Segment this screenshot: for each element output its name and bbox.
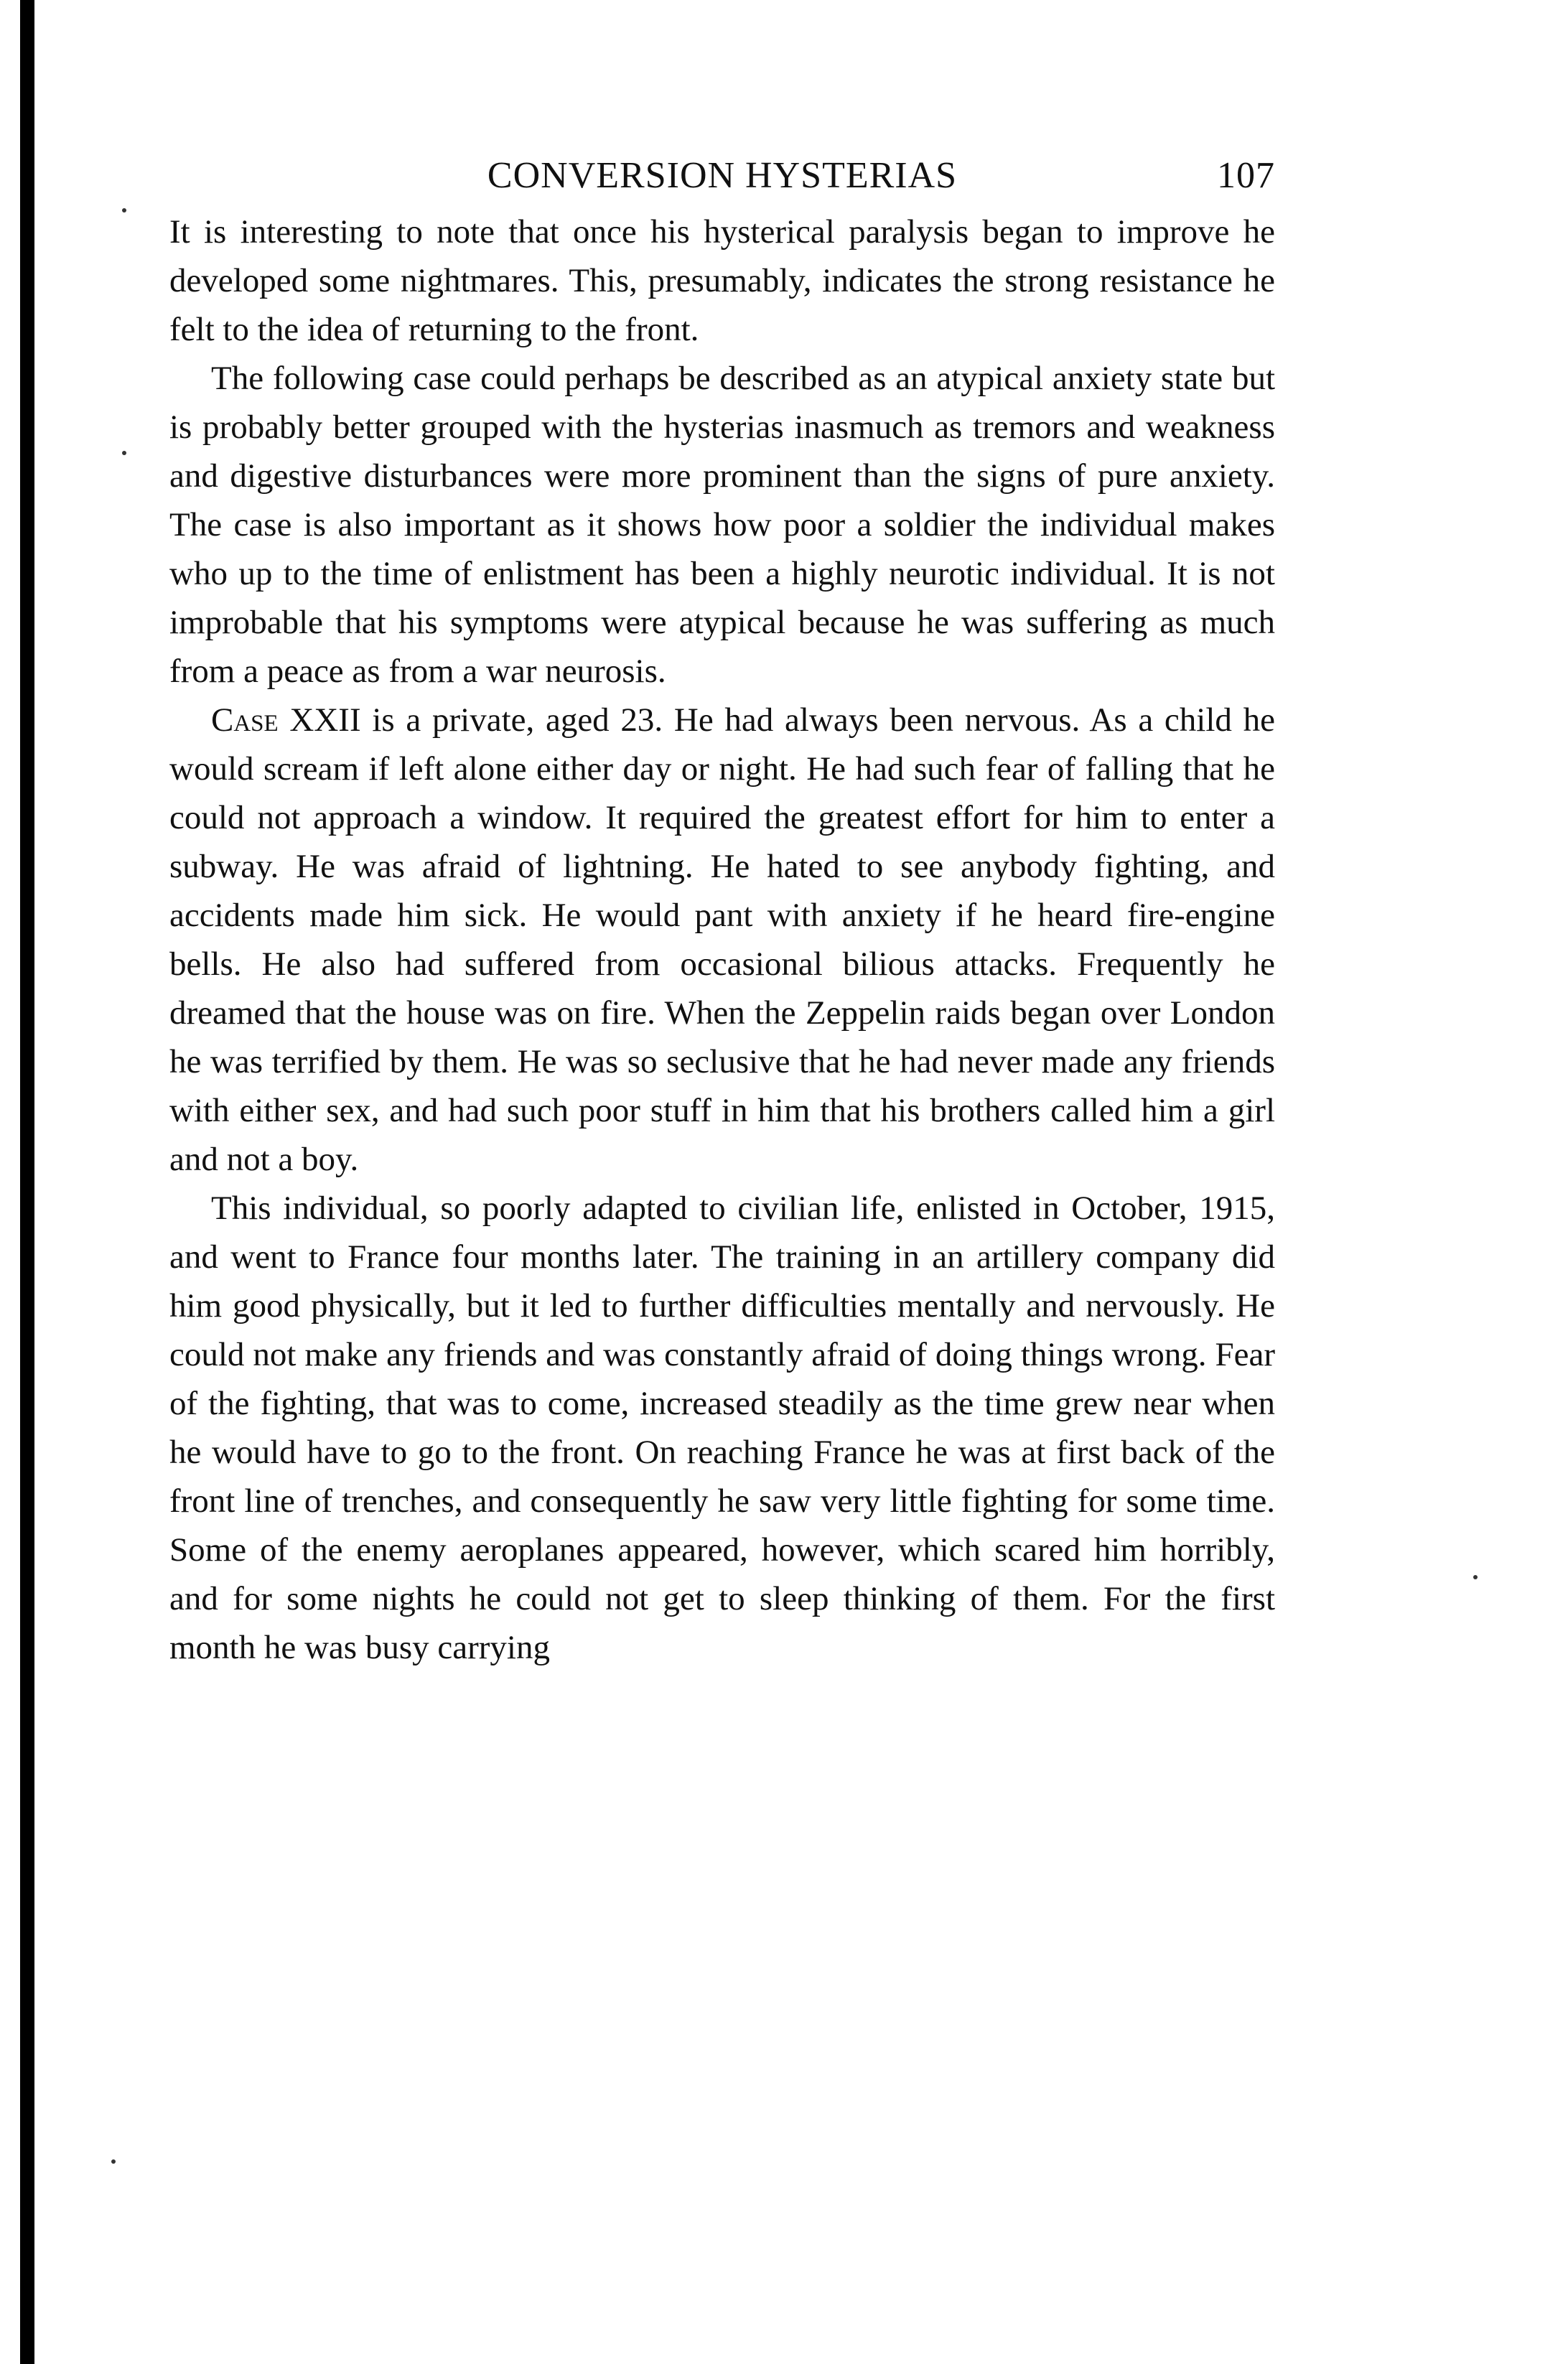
paragraph: The following case could perhaps be described as an atypical anxiety state but is probably better grouped with the hysterias inasmuch as tremors and weakness and digestive disturbances were more prominent than the signs of pure anxiety. The case is also important as it shows how poor a soldier the individual makes who up to the time of enlistment has been a highly neurotic individual. It is not improbable that his symptoms were atypical because he was suffering as much from a peace as from a war neurosis.	[169, 360, 1275, 690]
page-binding-edge	[20, 0, 34, 2364]
paragraph	[169, 696, 1275, 1184]
scan-speck	[122, 208, 126, 212]
scan-speck	[122, 451, 126, 455]
paragraph: This individual, so poorly adapted to civilian life, enlisted in October, 1915, and went to France four months later. The training in an artillery company did him good physically, but it led to further difficulties mentally and nervously. He could not make any friends and was constantly afraid of doing things wrong. Fear of the fighting, that was to come, increased steadily as the time grew near when he would have to go to the front. On reaching France he was at first back of the front line of trenches, and consequently he saw very little fighting for some time. Some of the enemy aeroplanes appeared, however, which scared him horribly, and for some nights he could not get to sleep thinking of them. For the first month he was busy carrying	[169, 1190, 1275, 1666]
running-head	[169, 154, 1275, 207]
scan-speck	[1473, 1575, 1478, 1579]
case-text: is a private, aged 23. He had always been nervous. As a child he would scream if left alone either day or night. He had such fear of falling that he could not approach a window. It required the greatest effort for him to enter a subway. He was afraid of lightning. He hated to see anybody fighting, and accidents made him sick. He would pant with anxiety if he heard fire-engine bells. He also had suffered from occasional bilious attacks. Frequently he dreamed that the house was on fire. When the Zeppelin raids began over London he was terrified by them. He was so seclusive that he had never made any friends with either sex, and had such poor stuff in him that his brothers called him a girl and not a boy.	[169, 701, 1275, 1178]
book-page	[169, 154, 1275, 1672]
running-title: CONVERSION HYSTERIAS	[487, 155, 958, 196]
page-number: 107	[1217, 155, 1275, 196]
body-text	[169, 207, 1275, 1672]
scan-speck	[111, 2159, 116, 2164]
case-heading: Case XXII	[211, 701, 361, 739]
paragraph: It is interesting to note that once his hysterical paralysis began to improve he developed some nightmares. This, presumably, indicates the strong resistance he felt to the idea of returning to the front.	[169, 213, 1275, 348]
